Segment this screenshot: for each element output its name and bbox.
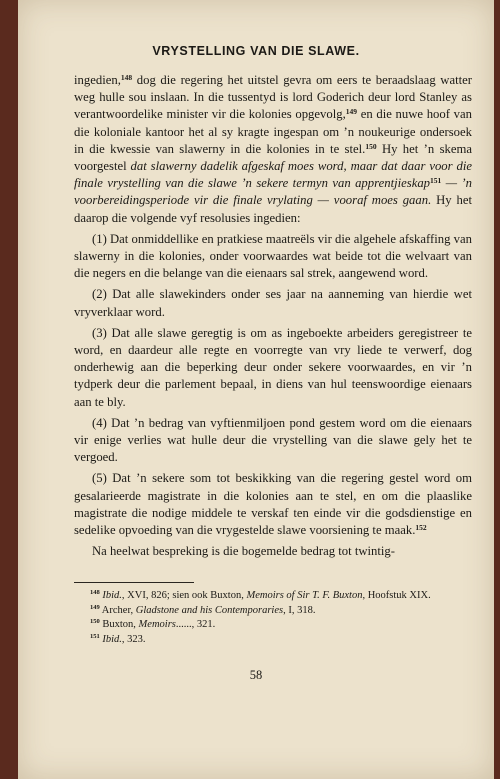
italic-text: dat slawerny dadelik afgeskaf moes word, maar dat daar voor die finale vrystelling van die slawe ’n sekere termyn van apprentjieskap: [74, 159, 472, 191]
text-run: dog die regering het uitstel gevra om eers te beraadslaag watter weg hulle sou inslaan. In die tussentyd is lord Goderich deur lord Stanley as verantwoordelike minister vir die kolonies opgevolg,: [74, 73, 472, 122]
text-run: Hy het ’n skema voorgestel: [74, 141, 472, 174]
paragraph: [74, 325, 472, 411]
footnote: [74, 604, 472, 619]
footnote-number: 151: [90, 632, 100, 640]
text-run: , 323.: [121, 633, 146, 645]
italic-text: — ’n voorbereidingsperiode vir die finale vrylating — vooraf moes gaan.: [74, 176, 472, 208]
text-run: en die nuwe hoof van die koloniale kantoor het al sy kragte ingespan om ’n noukeurige ondersoek in die kwessie van slawerny in die kolonies in te stel.: [74, 107, 472, 156]
text-run: (2) Dat alle slawekinders onder ses jaar na aanneming van hierdie wet vryverklaar word.: [74, 287, 472, 319]
paragraph: [74, 543, 472, 560]
text-run: Buxton,: [102, 619, 139, 630]
italic-text: Memoirs: [138, 619, 176, 630]
text-run: Archer,: [101, 604, 136, 616]
footnote-ref: 152: [415, 523, 427, 533]
italic-text: Memoirs of Sir T. F. Buxton: [246, 590, 363, 601]
footnote-ref: 149: [345, 107, 358, 117]
footnote-number: 148: [90, 589, 100, 596]
book-page: [18, 0, 494, 779]
paragraph: [74, 286, 472, 320]
text-run: Hy het daarop die volgende vyf resolusies ingedien:: [74, 193, 472, 225]
paragraph: [74, 415, 472, 467]
footnote-number: 150: [90, 618, 100, 625]
italic-text: Ibid.: [102, 633, 122, 645]
text-run: ......, 321.: [175, 619, 216, 630]
running-header: VRYSTELLING VAN DIE SLAWE.: [152, 44, 360, 58]
text-run: ingedien,: [74, 73, 121, 87]
footnote-ref: 151: [430, 176, 442, 186]
footnote: [74, 633, 472, 648]
text-run: (5) Dat ’n sekere som tot beskikking van die regering gestel word om gesalarieerde magistrate in die kolonies aan te stel, en om die plaaslike magistrate die nodige middele te verskaf ten einde vir die godsdienstige en sedelike opvoeding van die vrygestelde slawe voorsiening te maak.: [74, 471, 472, 538]
italic-text: Gladstone and his Contemporaries: [135, 604, 284, 616]
text-run: , XVI, 826; sien ook Buxton,: [121, 590, 247, 601]
footnote: [74, 589, 472, 604]
text-run: , I, 318.: [283, 604, 316, 616]
footnotes: [74, 589, 472, 647]
footnote-ref: 148: [120, 73, 133, 82]
footnote-rule: [74, 582, 194, 583]
text-run: (4) Dat ’n bedrag van vyftienmiljoen pond gestem word om die eienaars vir enige verlies wat hulle deur die vrystelling van die slawe gely het te vergoed.: [74, 415, 472, 465]
text-run: (1) Dat onmiddellike en pratkiese maatreëls vir die algehele afskaffing van slawerny in die kolonies, onder voorwaardes wat beide tot die welvaart van die negers en die belange van die eienaars sal strek, aangewend word.: [74, 231, 472, 281]
italic-text: Ibid.: [102, 590, 122, 601]
page-number: 58: [249, 668, 263, 682]
footnote-ref: 150: [365, 141, 377, 151]
paragraph: [74, 72, 472, 227]
text-run: , Hoofstuk XIX.: [362, 590, 431, 601]
text-run: Na heelwat bespreking is die bogemelde bedrag tot twintig-: [92, 544, 396, 559]
footnote: [74, 618, 472, 633]
paragraph: [74, 231, 472, 283]
footnote-number: 149: [90, 603, 100, 611]
body-text: [74, 72, 472, 564]
text-run: (3) Dat alle slawe geregtig is om as ingeboekte arbeiders geregistreer te word, en daardeur alle regte en voorregte van vry liede te verwerf, dog onderhewig aan die beperking deur onder sekere voorwaardes, en vir ’n tydperk deur die parlement bepaal, in diens van hul teenswoordige eienaars aan te bly.: [74, 325, 472, 409]
paragraph: [74, 470, 472, 539]
